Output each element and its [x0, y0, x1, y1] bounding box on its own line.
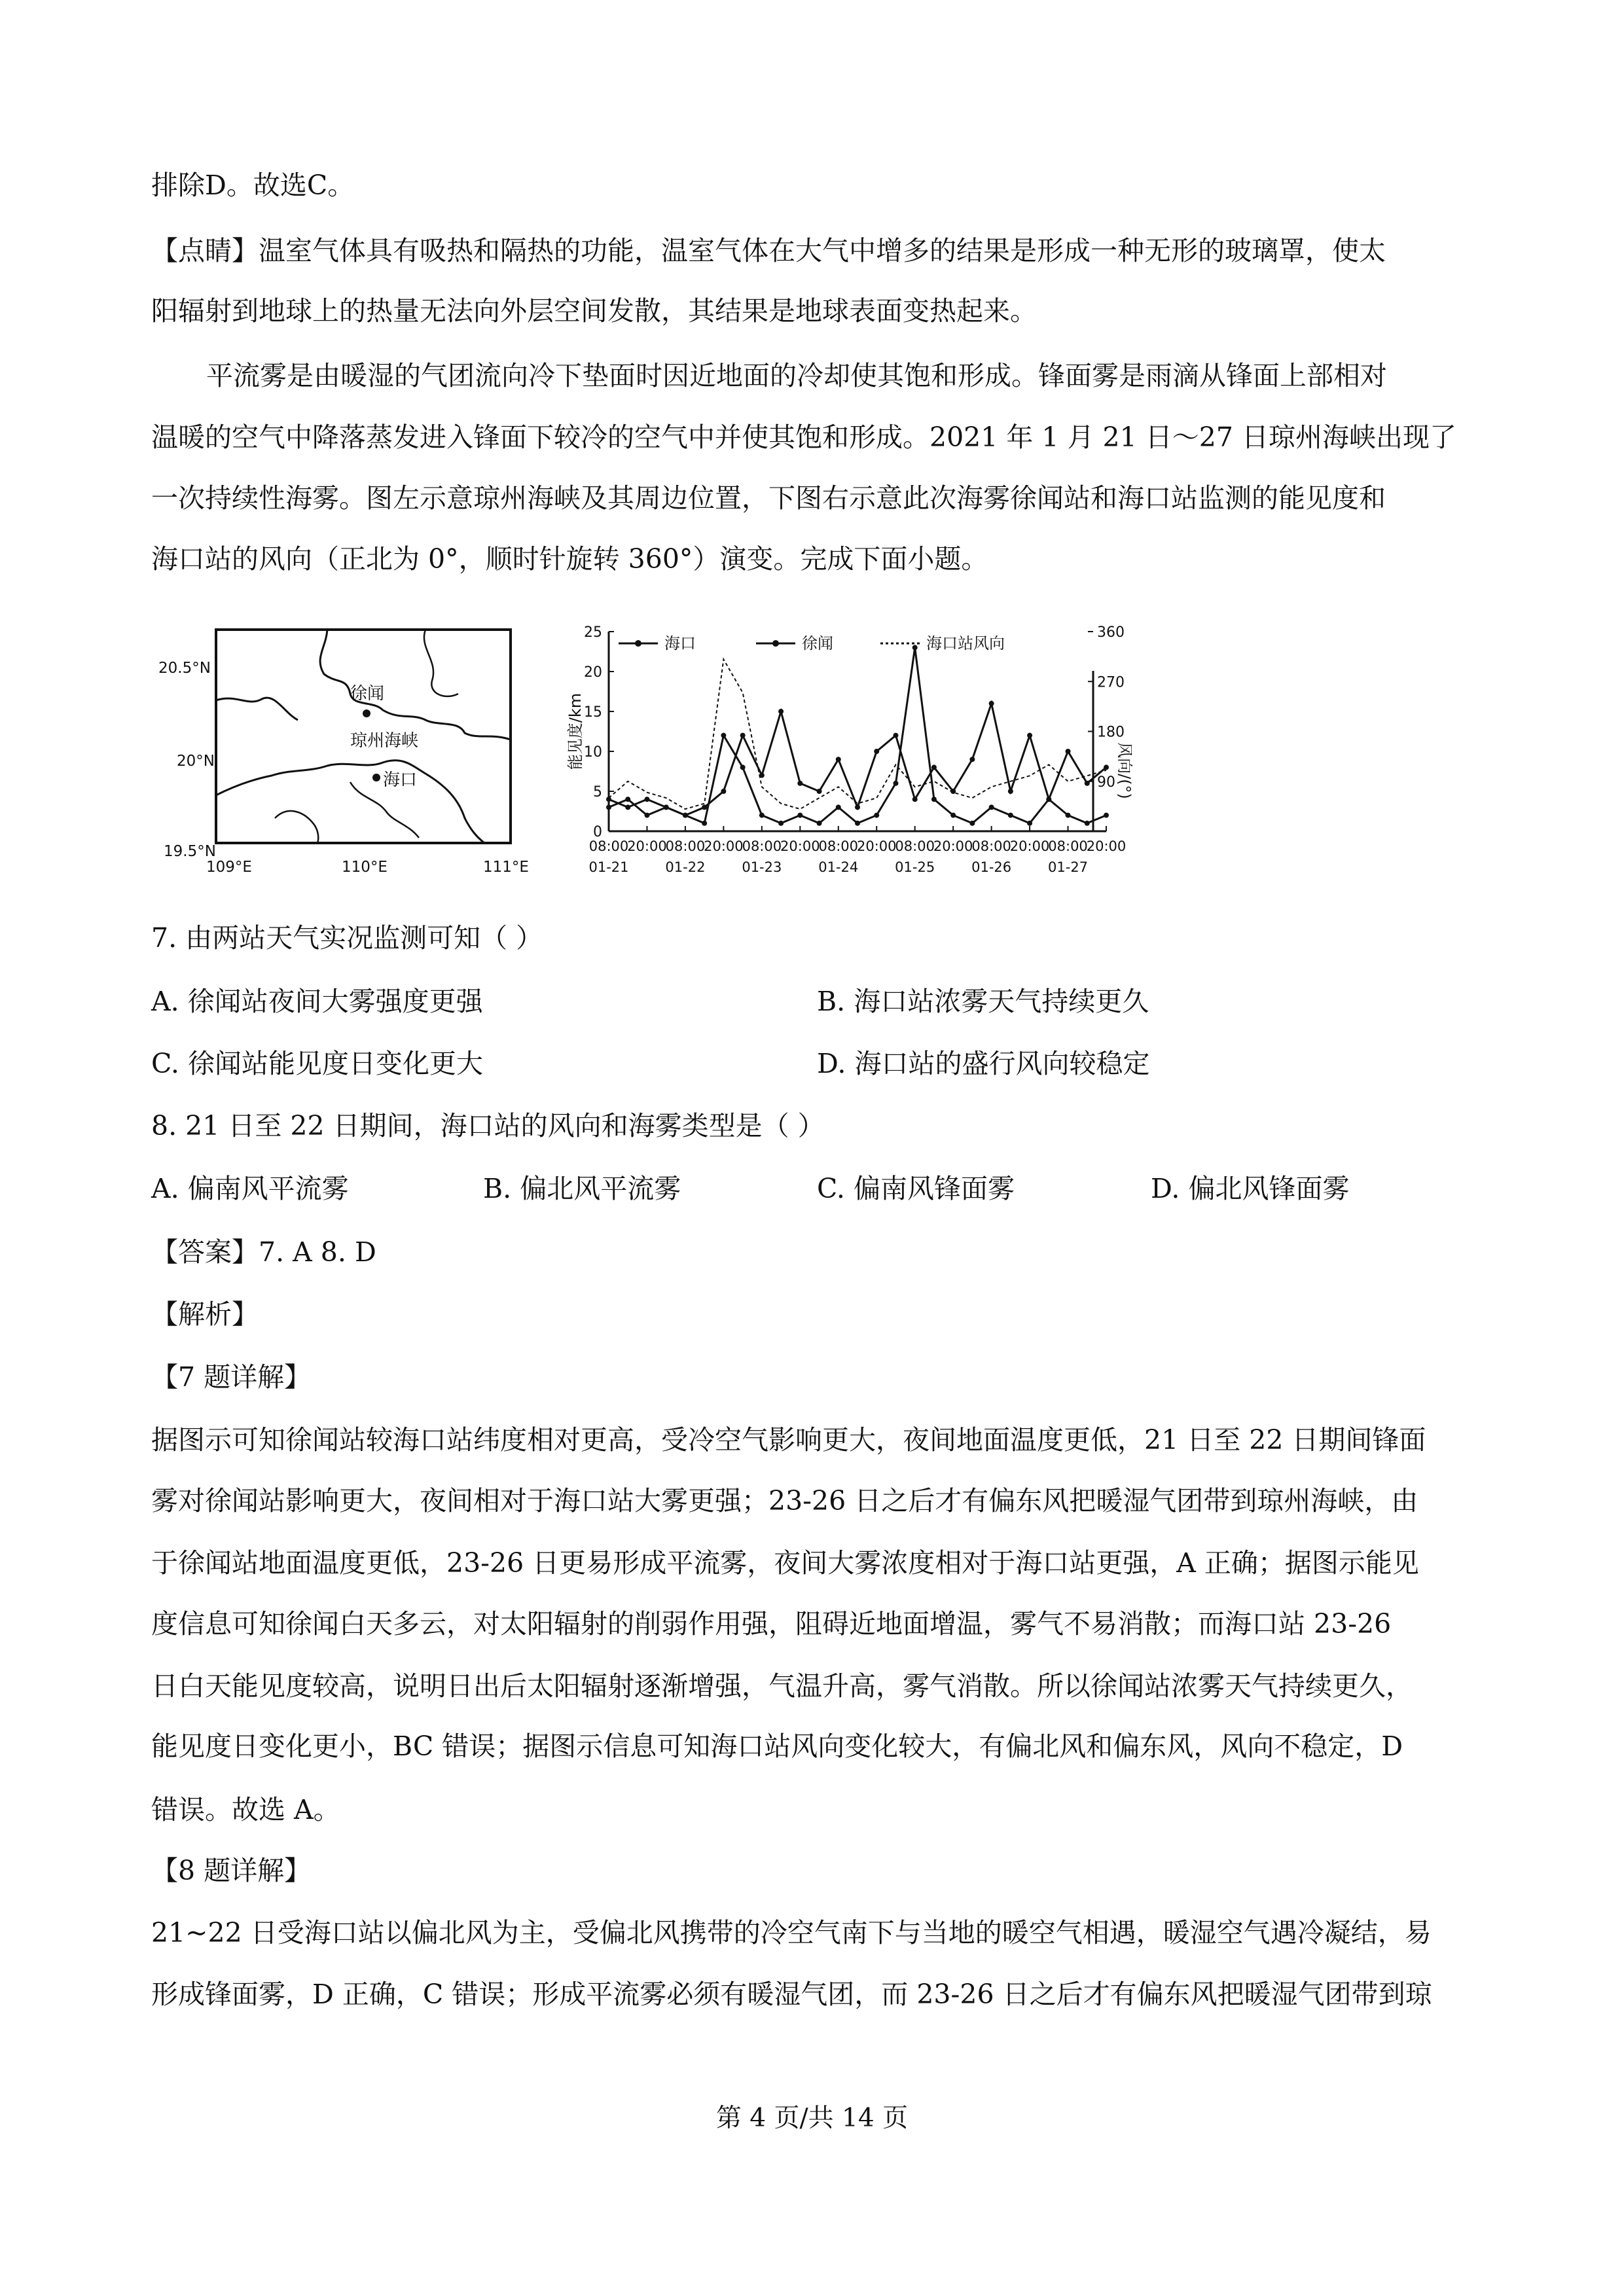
data-point	[893, 781, 898, 786]
data-point	[817, 789, 822, 794]
legend-label: 徐闻	[802, 634, 833, 653]
data-point	[644, 813, 649, 818]
q7-stem: 7. 由两站天气实况监测可知（ ）	[151, 922, 543, 954]
legend-marker	[635, 640, 641, 647]
text-line: 海口站的风向（正北为 0°，顺时针旋转 360°）演变。完成下面小题。	[151, 543, 988, 575]
lon-label: 111°E	[483, 859, 529, 876]
x-tick-label: 20:00	[856, 838, 897, 854]
data-point	[950, 813, 956, 818]
answer-line: 【答案】7. A 8. D	[151, 1236, 376, 1268]
lon-label: 109°E	[206, 859, 252, 876]
detail7-line: 日白天能见度较高，说明日出后太阳辐射逐渐增强，气温升高，雾气消散。所以徐闻站浓雾天气持续更久，	[151, 1670, 1413, 1702]
data-point	[797, 781, 803, 786]
text-line: 阳辐射到地球上的热量无法向外层空间发散，其结果是地球表面变热起来。	[151, 295, 1037, 327]
data-point	[1027, 733, 1032, 738]
data-point	[817, 821, 822, 826]
data-point	[912, 797, 918, 802]
data-point	[778, 821, 784, 826]
y2-tick-label: 90	[1097, 774, 1115, 791]
y-tick-label: 20	[584, 664, 602, 681]
data-point	[969, 821, 975, 826]
analysis-heading: 【解析】	[151, 1299, 259, 1330]
data-point	[1027, 821, 1032, 826]
y-axis-label: 能见度/km	[566, 692, 585, 770]
data-point	[893, 733, 898, 738]
visibility-wind-chart	[540, 619, 1134, 893]
data-point	[740, 733, 746, 738]
place-label: 琼州海峡	[350, 731, 419, 751]
text-line: 一次持续性海雾。图左示意琼州海峡及其周边位置，下图右示意此次海雾徐闻站和海口站监测的能见度和	[151, 482, 1386, 514]
text-line: 【点睛】温室气体具有吸热和隔热的功能，温室气体在大气中增多的结果是形成一种无形的玻璃罩，使太	[151, 235, 1386, 266]
lon-label: 110°E	[342, 859, 388, 876]
lat-label: 19.5°N	[164, 843, 216, 860]
data-point	[1046, 797, 1051, 802]
data-point	[759, 813, 765, 818]
data-point	[931, 764, 937, 770]
haikou-dot	[372, 774, 380, 781]
data-point	[664, 804, 669, 810]
detail7-line: 能见度日变化更小，BC 错误；据图示信息可知海口站风向变化较大，有偏北风和偏东风，风向不稳定，D	[151, 1731, 1403, 1762]
data-point	[1104, 764, 1109, 770]
detail7-line: 雾对徐闻站影响更大，夜间相对于海口站大雾更强；23-26 日之后才有偏东风把暖湿气团带到琼州海峡，由	[151, 1485, 1418, 1516]
x-tick-label: 08:00	[971, 838, 1011, 854]
x-date-label: 01-25	[895, 859, 935, 875]
data-point	[1066, 813, 1071, 818]
text-line: 平流雾是由暖湿的气团流向冷下垫面时因近地面的冷却使其饱和形成。锋面雾是雨滴从锋面上部相对	[206, 360, 1387, 391]
y-tick-label: 25	[584, 624, 602, 641]
data-point	[683, 813, 688, 818]
data-point	[855, 821, 860, 826]
data-point	[989, 701, 994, 706]
x-tick-label: 08:00	[742, 838, 782, 854]
data-point	[855, 804, 860, 810]
x-tick-label: 20:00	[1009, 838, 1050, 854]
data-point	[1104, 813, 1109, 818]
x-tick-label: 08:00	[665, 838, 706, 854]
place-label: 徐闻	[350, 684, 385, 704]
data-point	[1008, 789, 1013, 794]
q7-option-a: A. 徐闻站夜间大雾强度更强	[151, 986, 483, 1017]
text-line: 温暖的空气中降落蒸发进入锋面下较冷的空气中并使其饱和形成。2021 年 1 月 21 日～27 日琼州海峡出现了	[151, 422, 1456, 453]
y-tick-label: 10	[584, 744, 602, 761]
y2-tick-label: 180	[1097, 724, 1125, 741]
q8-option-d: D. 偏北风锋面雾	[1151, 1173, 1350, 1204]
data-point	[625, 804, 630, 810]
data-point	[797, 813, 803, 818]
lat-label: 20°N	[177, 753, 215, 770]
x-date-label: 01-26	[971, 859, 1012, 875]
x-tick-label: 20:00	[627, 838, 667, 854]
detail8-heading: 【8 题详解】	[151, 1855, 312, 1886]
y-tick-label: 0	[593, 824, 602, 840]
x-date-label: 01-22	[665, 859, 706, 875]
place-label: 海口	[383, 770, 418, 790]
x-date-label: 01-24	[818, 859, 859, 875]
data-point	[721, 789, 726, 794]
data-point	[874, 813, 879, 818]
x-tick-label: 08:00	[588, 838, 629, 854]
data-point	[702, 821, 707, 826]
data-point	[1066, 749, 1071, 754]
q8-option-c: C. 偏南风锋面雾	[817, 1173, 1015, 1204]
y-tick-label: 5	[593, 784, 602, 800]
text-line: 排除D。故选C。	[151, 170, 355, 201]
x-date-label: 01-21	[588, 859, 629, 875]
legend-marker	[772, 640, 779, 647]
x-tick-label: 08:00	[895, 838, 935, 854]
detail7-line: 据图示可知徐闻站较海口站纬度相对更高，受冷空气影响更大，夜间地面温度更低，21 日至 22 日期间锋面	[151, 1424, 1426, 1456]
detail7-line: 于徐闻站地面温度更低，23-26 日更易形成平流雾，夜间大雾浓度相对于海口站更强，A 正确；据图示能见	[151, 1547, 1419, 1579]
data-point	[702, 804, 707, 810]
data-point	[874, 749, 879, 754]
data-point	[931, 797, 937, 802]
x-tick-label: 20:00	[933, 838, 973, 854]
data-point	[740, 764, 746, 770]
y2-tick-label: 360	[1097, 624, 1125, 641]
data-point	[625, 797, 630, 802]
data-point	[989, 804, 994, 810]
strait-map	[151, 622, 537, 877]
q8-option-a: A. 偏南风平流雾	[151, 1173, 349, 1204]
data-point	[1085, 781, 1090, 786]
detail7-line: 错误。故选 A。	[151, 1794, 340, 1825]
data-point	[1085, 821, 1090, 826]
y2-axis-label: 风向/(°)	[1115, 742, 1134, 799]
q8-stem: 8. 21 日至 22 日期间，海口站的风向和海雾类型是（ ）	[151, 1110, 825, 1141]
q7-option-b: B. 海口站浓雾天气持续更久	[817, 986, 1149, 1017]
xuwen-dot	[363, 709, 370, 717]
x-tick-label: 20:00	[1086, 838, 1127, 854]
data-point	[606, 804, 611, 810]
x-date-label: 01-23	[742, 859, 782, 875]
x-tick-label: 20:00	[704, 838, 744, 854]
q8-option-b: B. 偏北风平流雾	[483, 1173, 681, 1204]
series-line-xuwen	[609, 704, 1106, 816]
detail7-heading: 【7 题详解】	[151, 1361, 312, 1393]
y-tick-label: 15	[584, 704, 602, 721]
legend-label: 海口	[664, 634, 696, 653]
x-tick-label: 20:00	[780, 838, 820, 854]
page-footer: 第 4 页/共 14 页	[715, 2104, 909, 2133]
data-point	[1008, 813, 1013, 818]
data-point	[778, 709, 784, 714]
q7-option-d: D. 海口站的盛行风向较稳定	[817, 1048, 1150, 1079]
detail8-line: 形成锋面雾，D 正确，C 错误；形成平流雾必须有暖湿气团，而 23-26 日之后才有偏东风把暖湿气团带到琼	[151, 1979, 1432, 2010]
detail7-line: 度信息可知徐闻白天多云，对太阳辐射的削弱作用强，阻碍近地面增温，雾气不易消散；而海口站 23-26	[151, 1608, 1392, 1640]
data-point	[969, 757, 975, 762]
x-date-label: 01-27	[1048, 859, 1089, 875]
x-tick-label: 08:00	[818, 838, 859, 854]
data-point	[721, 733, 726, 738]
data-point	[644, 797, 649, 802]
data-point	[836, 757, 841, 762]
data-point	[912, 645, 918, 650]
y2-tick-label: 270	[1097, 674, 1125, 691]
data-point	[836, 804, 841, 810]
detail8-line: 21~22 日受海口站以偏北风为主，受偏北风携带的冷空气南下与当地的暖空气相遇，暖湿空气遇冷凝结，易	[151, 1917, 1432, 1948]
q7-option-c: C. 徐闻站能见度日变化更大	[151, 1048, 483, 1079]
lat-label: 20.5°N	[158, 660, 211, 677]
legend-label: 海口站风向	[926, 634, 1005, 653]
x-tick-label: 08:00	[1048, 838, 1088, 854]
